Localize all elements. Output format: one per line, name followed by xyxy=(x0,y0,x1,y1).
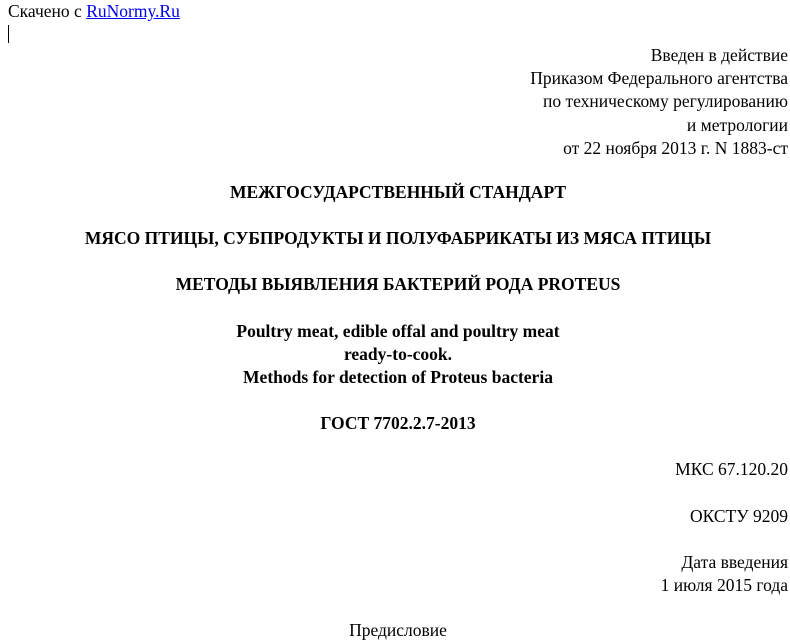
subtitle-ru-heading: МЕТОДЫ ВЫЯВЛЕНИЯ БАКТЕРИЙ РОДА PROTEUS xyxy=(175,274,621,294)
introduction-date: 1 июля 2015 года xyxy=(660,575,788,596)
title-en-block xyxy=(0,320,790,390)
okstu-code: ОКСТУ 9209 xyxy=(689,506,788,526)
introduction-date-block xyxy=(661,551,788,597)
approval-line: и метрологии xyxy=(686,114,788,135)
title-en-line: ready-to-cook. xyxy=(343,344,453,365)
mks-code: МКС 67.120.20 xyxy=(675,459,788,479)
standard-type-heading: МЕЖГОСУДАРСТВЕННЫЙ СТАНДАРТ xyxy=(229,182,567,202)
preface-heading: Предисловие xyxy=(349,620,447,640)
title-en-line: Poultry meat, edible offal and poultry meat xyxy=(236,321,560,341)
approval-block xyxy=(530,44,788,160)
title-ru-heading: МЯСО ПТИЦЫ, СУБПРОДУКТЫ И ПОЛУФАБРИКАТЫ ИЗ МЯСА ПТИЦЫ xyxy=(84,228,712,248)
source-line xyxy=(8,0,180,23)
text-cursor xyxy=(8,25,9,43)
source-link[interactable]: RuNormy.Ru xyxy=(86,1,180,21)
approval-line: от 22 ноября 2013 г. N 1883-ст xyxy=(563,137,788,158)
standard-code: ГОСТ 7702.2.7-2013 xyxy=(320,413,476,433)
title-en-line: Methods for detection of Proteus bacteria xyxy=(243,367,553,388)
approval-line: Введен в действие xyxy=(650,45,788,65)
approval-line: Приказом Федерального агентства xyxy=(530,68,788,89)
approval-line: по техническому регулированию xyxy=(542,91,788,112)
source-prefix: Скачено с xyxy=(8,1,87,21)
introduction-label: Дата введения xyxy=(681,552,788,572)
